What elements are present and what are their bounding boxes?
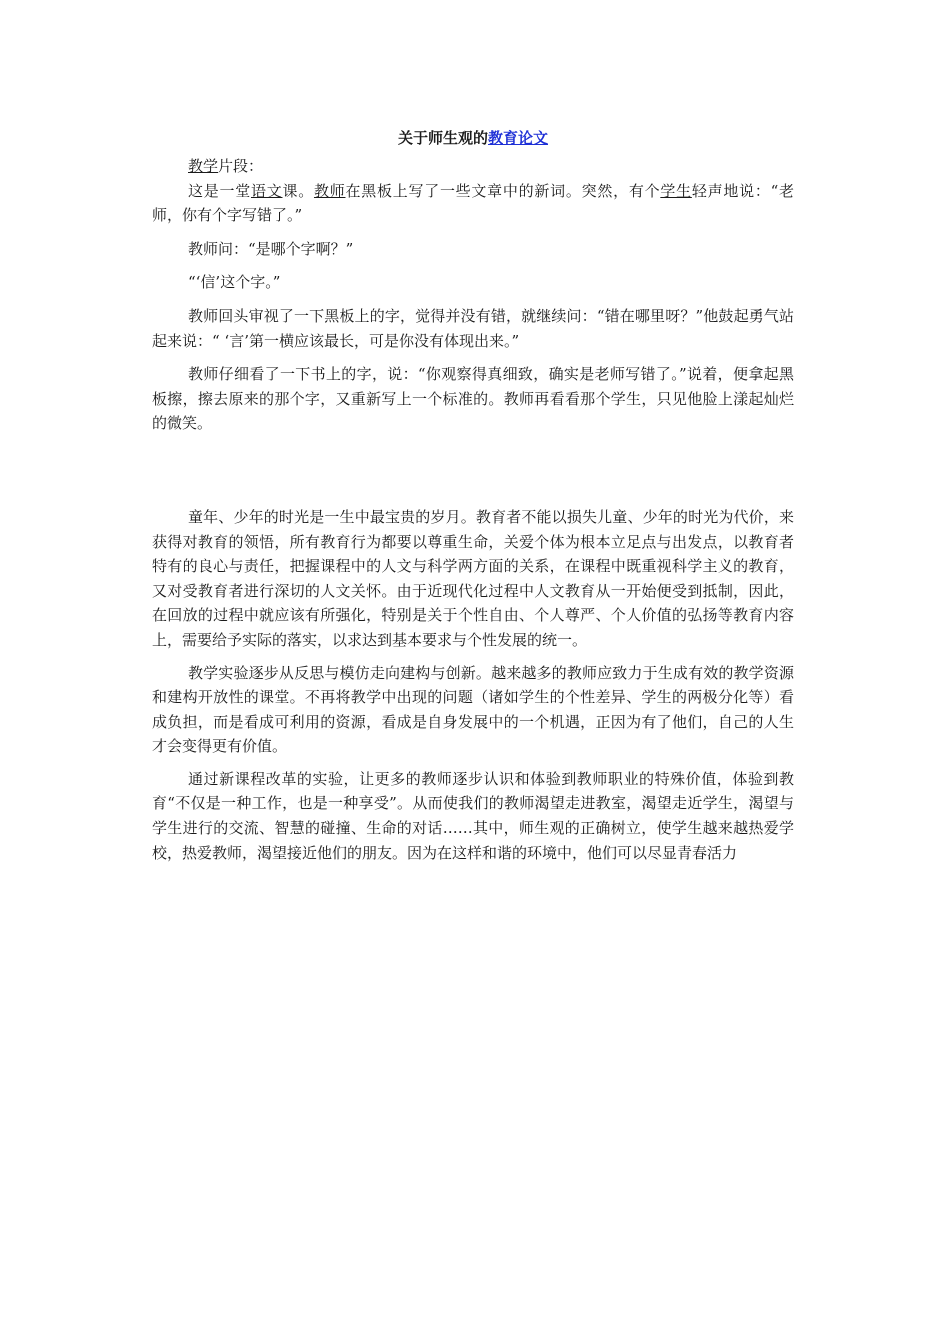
paragraph-1: [152, 179, 794, 228]
heading-link[interactable]: 教学: [188, 157, 219, 175]
paragraph-7: 教学实验逐步从反思与模仿走向建构与创新。越来越多的教师应致力于生成有效的教学资源和建构开放性的课堂。不再将教学中出现的问题（诸如学生的个性差异、学生的两极分化等）看成负担，而是看成可利用的资源，看成是自身发展中的一个机遇，正因为有了他们，自己的人生才会变得更有价值。: [152, 663, 794, 756]
paragraph-6: 童年、少年的时光是一生中最宝贵的岁月。教育者不能以损失儿童、少年的时光为代价，来获得对教育的领悟，所有教育行为都要以尊重生命，关爱个体为根本立足点与出发点，以教育者特有的良心与责任，把握课程中的人文与科学两方面的关系，在课程中既重视科学主义的教育，又对受教育者进行深切的人文关怀。由于近现代化过程中人文教育从一开始便受到抵制，因此，在回放的过程中就应该有所强化，特别是关于个性自由、个人尊严、个人价值的弘扬等教育内容上，需要给予实际的落实，以求达到基本要求与个性发展的统一。: [152, 507, 794, 649]
paragraph-text: 在黑板上写了一些文章中的新词。突然，有个: [345, 181, 661, 200]
paragraph-text: 轻声地说：“老师，你有个字写错了。”: [152, 181, 794, 225]
paragraph-2: 教师问：“是哪个字啊？”: [188, 239, 354, 258]
inline-link-jiaoshi[interactable]: 教师: [313, 181, 346, 200]
inline-link-xuesheng[interactable]: 学生: [660, 181, 692, 200]
paragraph-5: 教师仔细看了一下书上的字，说：“你观察得真细致，确实是老师写错了。”说着，便拿起黑板擦，擦去原来的那个字，又重新写上一个标准的。教师再看看那个学生，只见他脸上漾起灿烂的微笑。: [152, 365, 794, 433]
paragraph-8: 通过新课程改革的实验，让更多的教师逐步认识和体验到教师职业的特殊价值，体验到教育“不仅是一种工作，也是一种享受”。从而使我们的教师渴望走进教室，渴望走近学生，渴望与学生进行的交流、智慧的碰撞、生命的对话……其中，师生观的正确树立，使学生越来越热爱学校，热爱教师，渴望接近他们的朋友。因为在这样和谐的环境中，他们可以尽显青春活力: [152, 769, 794, 862]
title-prefix: 关于师生观的: [397, 129, 488, 147]
heading-text: 片段：: [218, 157, 264, 175]
paragraph-4: 教师回头审视了一下黑板上的字，觉得并没有错，就继续问：“错在哪里呀？”他鼓起勇气站起来说：“ ‘言’第一横应该最长，可是你没有体现出来。”: [152, 306, 794, 350]
section-heading: [152, 154, 794, 179]
inline-link-yuwen[interactable]: 语文: [250, 181, 283, 200]
paragraph-3: “‘信’这个字。”: [188, 273, 281, 292]
document-page: [152, 126, 794, 865]
paragraph-text: 课。: [282, 181, 314, 200]
title-link[interactable]: 教育论文: [488, 129, 549, 147]
paragraph-text: 这是一堂: [188, 181, 251, 200]
document-title: [152, 126, 794, 150]
